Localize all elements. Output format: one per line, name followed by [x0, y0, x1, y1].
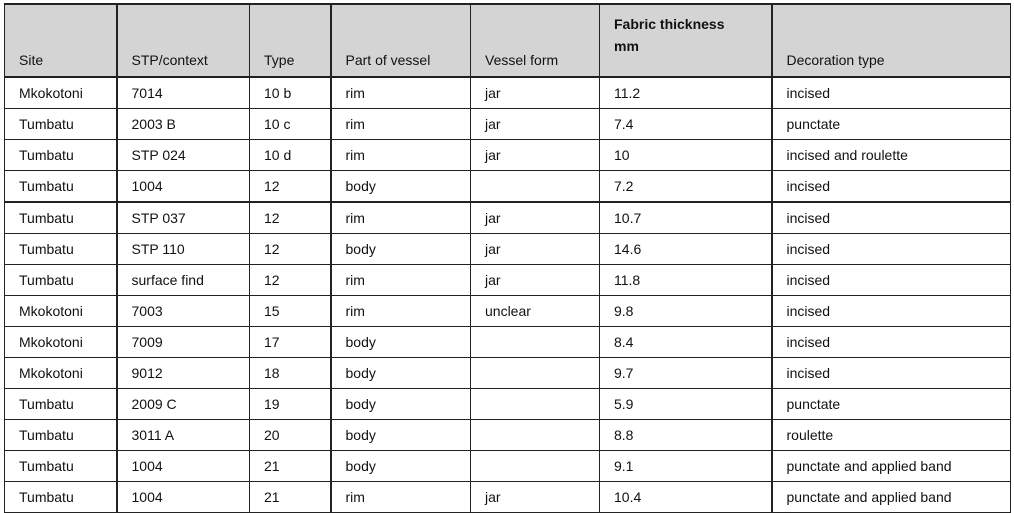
cell-fabric-thickness: 5.9 — [600, 389, 772, 420]
cell-stp-context: 1004 — [117, 482, 250, 513]
cell-decoration-type: incised — [772, 234, 1011, 265]
cell-vessel-form — [471, 171, 600, 203]
cell-type: 12 — [250, 171, 331, 203]
cell-stp-context: 7014 — [117, 77, 250, 109]
cell-vessel-form — [471, 358, 600, 389]
header-fabric-thickness — [600, 4, 772, 77]
cell-part-of-vessel: body — [331, 358, 471, 389]
cell-fabric-thickness: 14.6 — [600, 234, 772, 265]
cell-part-of-vessel: rim — [331, 202, 471, 234]
cell-fabric-thickness: 10.4 — [600, 482, 772, 513]
cell-site: Mkokotoni — [5, 296, 117, 327]
header-type: Type — [250, 4, 331, 77]
cell-part-of-vessel: rim — [331, 140, 471, 171]
cell-stp-context: STP 037 — [117, 202, 250, 234]
cell-vessel-form: jar — [471, 202, 600, 234]
cell-stp-context: 1004 — [117, 451, 250, 482]
cell-part-of-vessel: body — [331, 420, 471, 451]
cell-decoration-type: incised — [772, 171, 1011, 203]
table-row — [5, 358, 1011, 389]
header-fabric-thickness-unit: mm — [614, 38, 639, 54]
cell-part-of-vessel: rim — [331, 109, 471, 140]
cell-stp-context: 2003 B — [117, 109, 250, 140]
cell-part-of-vessel: body — [331, 234, 471, 265]
header-vessel-form: Vessel form — [471, 4, 600, 77]
cell-type: 12 — [250, 202, 331, 234]
cell-decoration-type: incised — [772, 358, 1011, 389]
cell-vessel-form: jar — [471, 234, 600, 265]
cell-site: Tumbatu — [5, 202, 117, 234]
table-body — [5, 77, 1011, 513]
cell-site: Tumbatu — [5, 420, 117, 451]
cell-site: Mkokotoni — [5, 77, 117, 109]
header-site: Site — [5, 4, 117, 77]
cell-stp-context: surface find — [117, 265, 250, 296]
cell-type: 19 — [250, 389, 331, 420]
table-row — [5, 265, 1011, 296]
cell-type: 17 — [250, 327, 331, 358]
cell-fabric-thickness: 10.7 — [600, 202, 772, 234]
cell-vessel-form: jar — [471, 482, 600, 513]
cell-type: 15 — [250, 296, 331, 327]
cell-vessel-form: jar — [471, 109, 600, 140]
cell-decoration-type: incised — [772, 265, 1011, 296]
cell-type: 10 d — [250, 140, 331, 171]
cell-type: 21 — [250, 451, 331, 482]
cell-stp-context: STP 110 — [117, 234, 250, 265]
header-stp-context: STP/context — [117, 4, 250, 77]
cell-part-of-vessel: body — [331, 327, 471, 358]
cell-vessel-form: jar — [471, 77, 600, 109]
cell-decoration-type: incised — [772, 327, 1011, 358]
table-row — [5, 482, 1011, 513]
table-row — [5, 296, 1011, 327]
cell-decoration-type: incised — [772, 202, 1011, 234]
table-header — [5, 4, 1011, 77]
table-row — [5, 140, 1011, 171]
cell-vessel-form — [471, 420, 600, 451]
cell-fabric-thickness: 9.8 — [600, 296, 772, 327]
cell-type: 10 b — [250, 77, 331, 109]
cell-site: Tumbatu — [5, 140, 117, 171]
cell-vessel-form: jar — [471, 140, 600, 171]
cell-decoration-type: incised and roulette — [772, 140, 1011, 171]
header-decoration-type: Decoration type — [772, 4, 1011, 77]
cell-site: Tumbatu — [5, 482, 117, 513]
cell-decoration-type: roulette — [772, 420, 1011, 451]
cell-site: Tumbatu — [5, 171, 117, 203]
table-row — [5, 77, 1011, 109]
table-row — [5, 234, 1011, 265]
cell-vessel-form — [471, 389, 600, 420]
cell-fabric-thickness: 7.4 — [600, 109, 772, 140]
cell-stp-context: 1004 — [117, 171, 250, 203]
cell-fabric-thickness: 9.7 — [600, 358, 772, 389]
cell-type: 18 — [250, 358, 331, 389]
cell-decoration-type: incised — [772, 77, 1011, 109]
cell-site: Tumbatu — [5, 265, 117, 296]
cell-part-of-vessel: rim — [331, 265, 471, 296]
cell-type: 12 — [250, 234, 331, 265]
cell-stp-context: 2009 C — [117, 389, 250, 420]
table-row — [5, 109, 1011, 140]
cell-type: 21 — [250, 482, 331, 513]
cell-decoration-type: incised — [772, 296, 1011, 327]
cell-decoration-type: punctate and applied band — [772, 482, 1011, 513]
cell-part-of-vessel: body — [331, 171, 471, 203]
cell-fabric-thickness: 11.8 — [600, 265, 772, 296]
pottery-table — [4, 3, 1011, 513]
cell-fabric-thickness: 11.2 — [600, 77, 772, 109]
cell-site: Mkokotoni — [5, 358, 117, 389]
cell-part-of-vessel: body — [331, 389, 471, 420]
cell-part-of-vessel: rim — [331, 482, 471, 513]
pottery-table-container — [4, 3, 1010, 513]
cell-fabric-thickness: 10 — [600, 140, 772, 171]
cell-vessel-form: jar — [471, 265, 600, 296]
cell-type: 10 c — [250, 109, 331, 140]
cell-vessel-form: unclear — [471, 296, 600, 327]
cell-fabric-thickness: 8.8 — [600, 420, 772, 451]
cell-stp-context: 9012 — [117, 358, 250, 389]
cell-fabric-thickness: 7.2 — [600, 171, 772, 203]
cell-decoration-type: punctate and applied band — [772, 451, 1011, 482]
cell-stp-context: 3011 A — [117, 420, 250, 451]
header-part-of-vessel: Part of vessel — [331, 4, 471, 77]
cell-vessel-form — [471, 451, 600, 482]
header-fabric-thickness-line1: Fabric thickness — [614, 16, 725, 32]
cell-vessel-form — [471, 327, 600, 358]
header-row — [5, 4, 1011, 77]
cell-part-of-vessel: body — [331, 451, 471, 482]
table-row — [5, 451, 1011, 482]
cell-fabric-thickness: 9.1 — [600, 451, 772, 482]
cell-decoration-type: punctate — [772, 109, 1011, 140]
table-row — [5, 171, 1011, 203]
cell-stp-context: 7003 — [117, 296, 250, 327]
cell-site: Tumbatu — [5, 451, 117, 482]
table-row — [5, 202, 1011, 234]
cell-site: Tumbatu — [5, 389, 117, 420]
cell-site: Tumbatu — [5, 109, 117, 140]
cell-stp-context: STP 024 — [117, 140, 250, 171]
cell-part-of-vessel: rim — [331, 77, 471, 109]
cell-site: Tumbatu — [5, 234, 117, 265]
cell-part-of-vessel: rim — [331, 296, 471, 327]
table-row — [5, 327, 1011, 358]
cell-stp-context: 7009 — [117, 327, 250, 358]
cell-type: 20 — [250, 420, 331, 451]
cell-site: Mkokotoni — [5, 327, 117, 358]
table-row — [5, 389, 1011, 420]
cell-type: 12 — [250, 265, 331, 296]
cell-decoration-type: punctate — [772, 389, 1011, 420]
table-row — [5, 420, 1011, 451]
cell-fabric-thickness: 8.4 — [600, 327, 772, 358]
